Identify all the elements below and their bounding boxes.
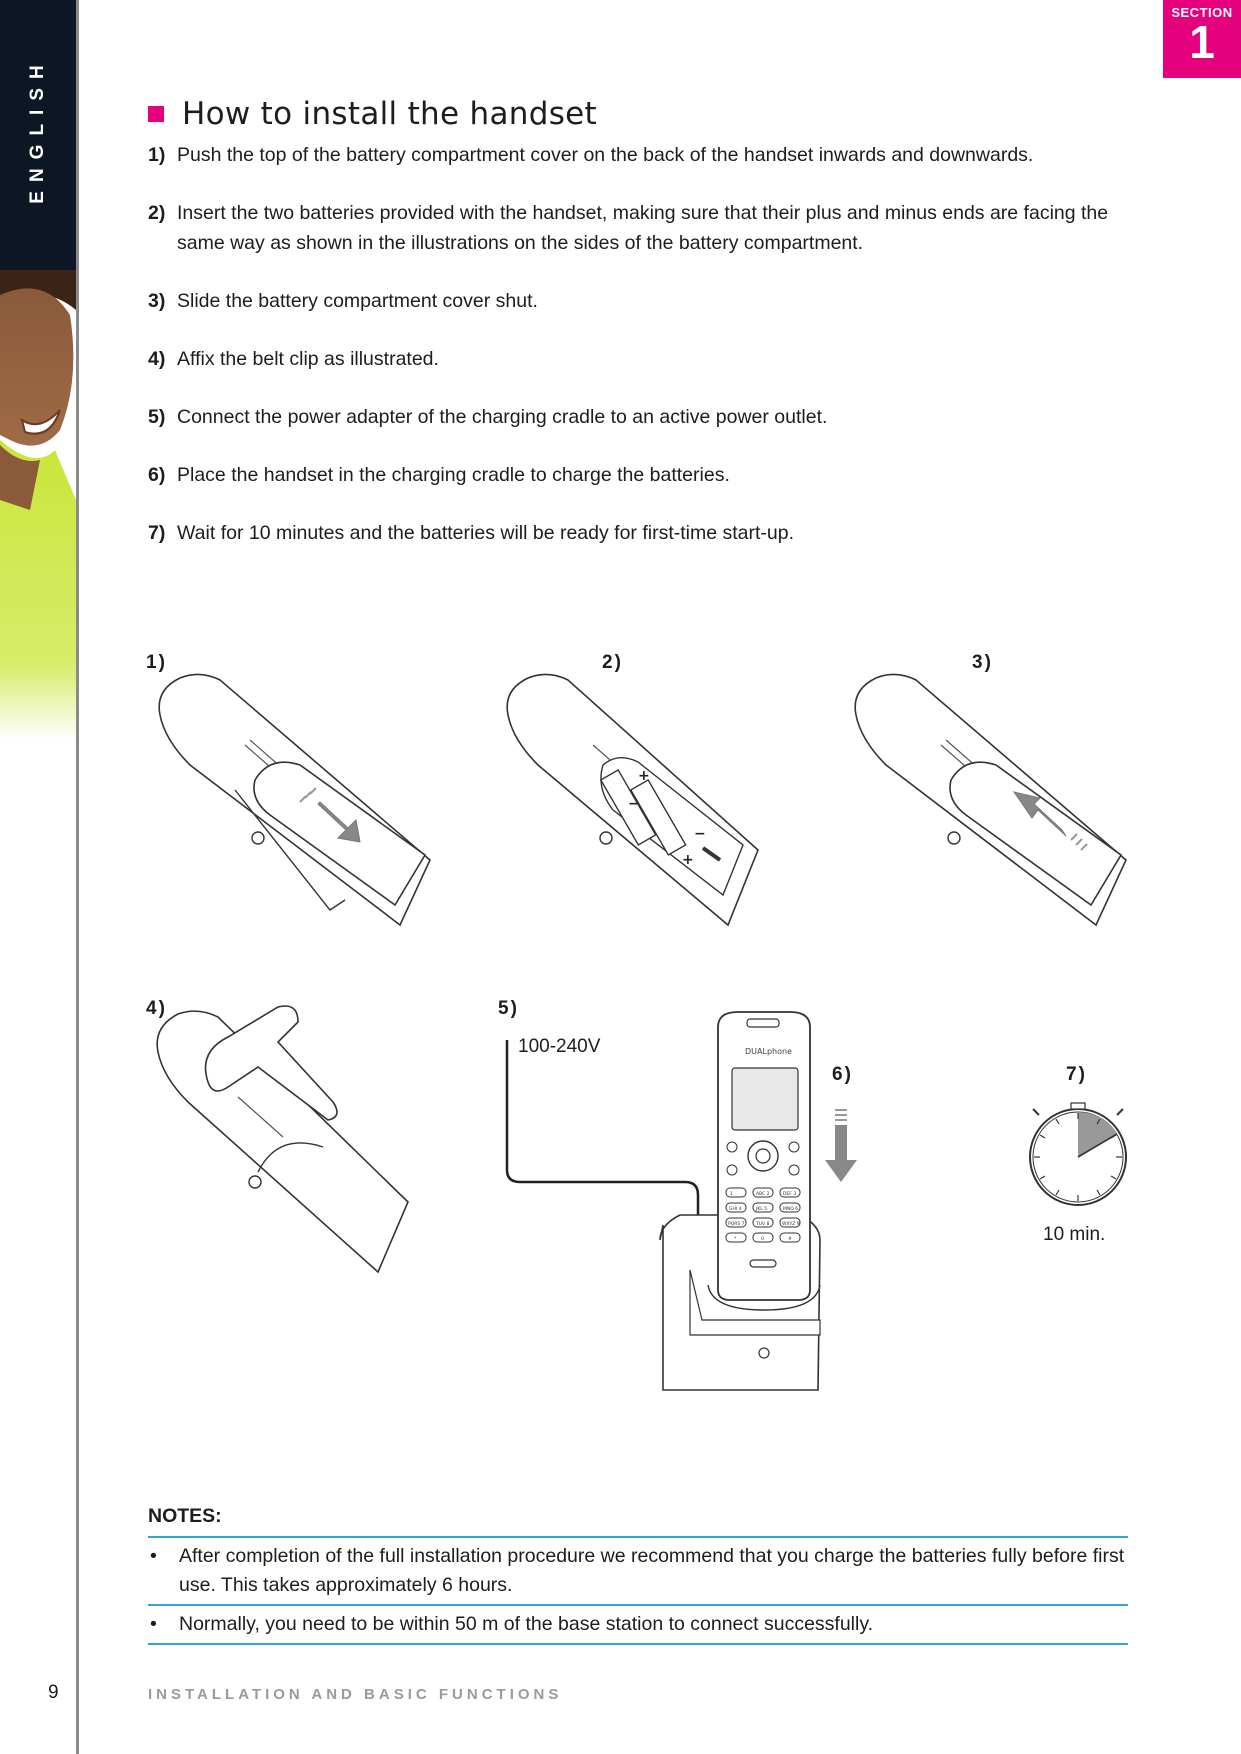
notes-heading: NOTES: <box>148 1505 222 1527</box>
handset-back-open-illustration <box>150 670 450 930</box>
page-heading <box>148 96 597 132</box>
note-text: After completion of the full installation procedure we recommend that you charge the batteries fully before first use. This takes approximately 6 hours. <box>179 1545 1125 1596</box>
step-text: Slide the battery compartment cover shut. <box>177 290 538 312</box>
svg-text:PQRS 7: PQRS 7 <box>728 1222 745 1227</box>
section-label: SECTION <box>1171 5 1233 20</box>
note-item <box>148 1536 1128 1604</box>
bullet-icon: • <box>150 1545 157 1567</box>
svg-text:JKL 5: JKL 5 <box>756 1207 768 1212</box>
bullet-icon: • <box>150 1613 157 1635</box>
figure-label-4: 4) <box>146 998 167 1019</box>
insert-arrow-icon <box>825 1110 857 1182</box>
step-item <box>148 344 1128 374</box>
square-bullet-icon <box>148 106 164 122</box>
step-item <box>148 518 1128 548</box>
sidebar-photo <box>0 270 76 740</box>
charging-cradle-illustration <box>500 1010 880 1400</box>
step-item <box>148 402 1128 432</box>
svg-text:WXYZ 9: WXYZ 9 <box>782 1222 800 1227</box>
page-number: 9 <box>48 1682 59 1703</box>
step-number: 6) <box>148 464 166 486</box>
step-item <box>148 286 1128 316</box>
step-item <box>148 460 1128 490</box>
figure-label-7: 7) <box>1066 1064 1087 1085</box>
svg-text:TUV 8: TUV 8 <box>756 1222 770 1227</box>
section-badge <box>1163 0 1241 78</box>
svg-text:GHI 4: GHI 4 <box>729 1207 742 1212</box>
figure-label-2: 2) <box>602 652 623 673</box>
svg-text:−: − <box>628 796 640 812</box>
step-text: Wait for 10 minutes and the batteries will be ready for first-time start-up. <box>177 522 795 544</box>
figure-label-3: 3) <box>972 652 993 673</box>
section-number: 1 <box>1189 16 1215 68</box>
step-item <box>148 198 1128 258</box>
svg-text:0: 0 <box>761 1237 764 1242</box>
handset-batteries-illustration <box>498 670 798 930</box>
sidebar-rule <box>76 0 79 1754</box>
install-steps <box>148 140 1128 576</box>
step-text: Connect the power adapter of the charging cradle to an active power outlet. <box>177 406 828 428</box>
step-number: 7) <box>148 522 166 544</box>
notes-list <box>148 1536 1128 1645</box>
step-text: Place the handset in the charging cradle to charge the batteries. <box>177 464 730 486</box>
svg-text:1: 1 <box>730 1192 733 1197</box>
handset-back-close-illustration <box>846 670 1146 930</box>
svg-text:MNO 6: MNO 6 <box>783 1207 799 1212</box>
figure-label-6: 6) <box>832 1064 853 1085</box>
svg-text:*: * <box>734 1237 737 1242</box>
step-number: 5) <box>148 406 166 428</box>
svg-text:ABC 2: ABC 2 <box>756 1192 770 1197</box>
step-number: 3) <box>148 290 166 312</box>
stopwatch-icon <box>1023 1100 1133 1210</box>
svg-text:+: + <box>638 768 650 784</box>
svg-text:−: − <box>694 826 706 842</box>
step-number: 1) <box>148 144 166 166</box>
page-title: How to install the handset <box>182 96 597 132</box>
step-text: Push the top of the battery compartment cover on the back of the handset inwards and downwards. <box>177 144 1034 166</box>
step-text: Insert the two batteries provided with the handset, making sure that their plus and minus ends are facing the same way as shown in the illustrations on the sides of the battery compartment. <box>177 202 1109 254</box>
phone-brand: DUALphone <box>745 1047 792 1056</box>
footer-title: INSTALLATION AND BASIC FUNCTIONS <box>148 1686 563 1703</box>
svg-text:DEF 3: DEF 3 <box>783 1192 797 1197</box>
step-number: 2) <box>148 202 166 224</box>
note-item <box>148 1604 1128 1645</box>
step-text: Affix the belt clip as illustrated. <box>177 348 439 370</box>
figure-label-5: 5) <box>498 998 519 1019</box>
step-number: 4) <box>148 348 166 370</box>
svg-text:+: + <box>682 852 694 868</box>
language-label: ENGLISH <box>27 56 48 204</box>
belt-clip-illustration <box>148 1002 418 1282</box>
timer-label: 10 min. <box>1043 1224 1106 1245</box>
language-tab <box>0 0 76 270</box>
note-text: Normally, you need to be within 50 m of the base station to connect successfully. <box>179 1613 874 1635</box>
figure-label-1: 1) <box>146 652 167 673</box>
voltage-label: 100-240V <box>518 1036 601 1057</box>
step-item <box>148 140 1128 170</box>
svg-text:#: # <box>788 1237 792 1242</box>
